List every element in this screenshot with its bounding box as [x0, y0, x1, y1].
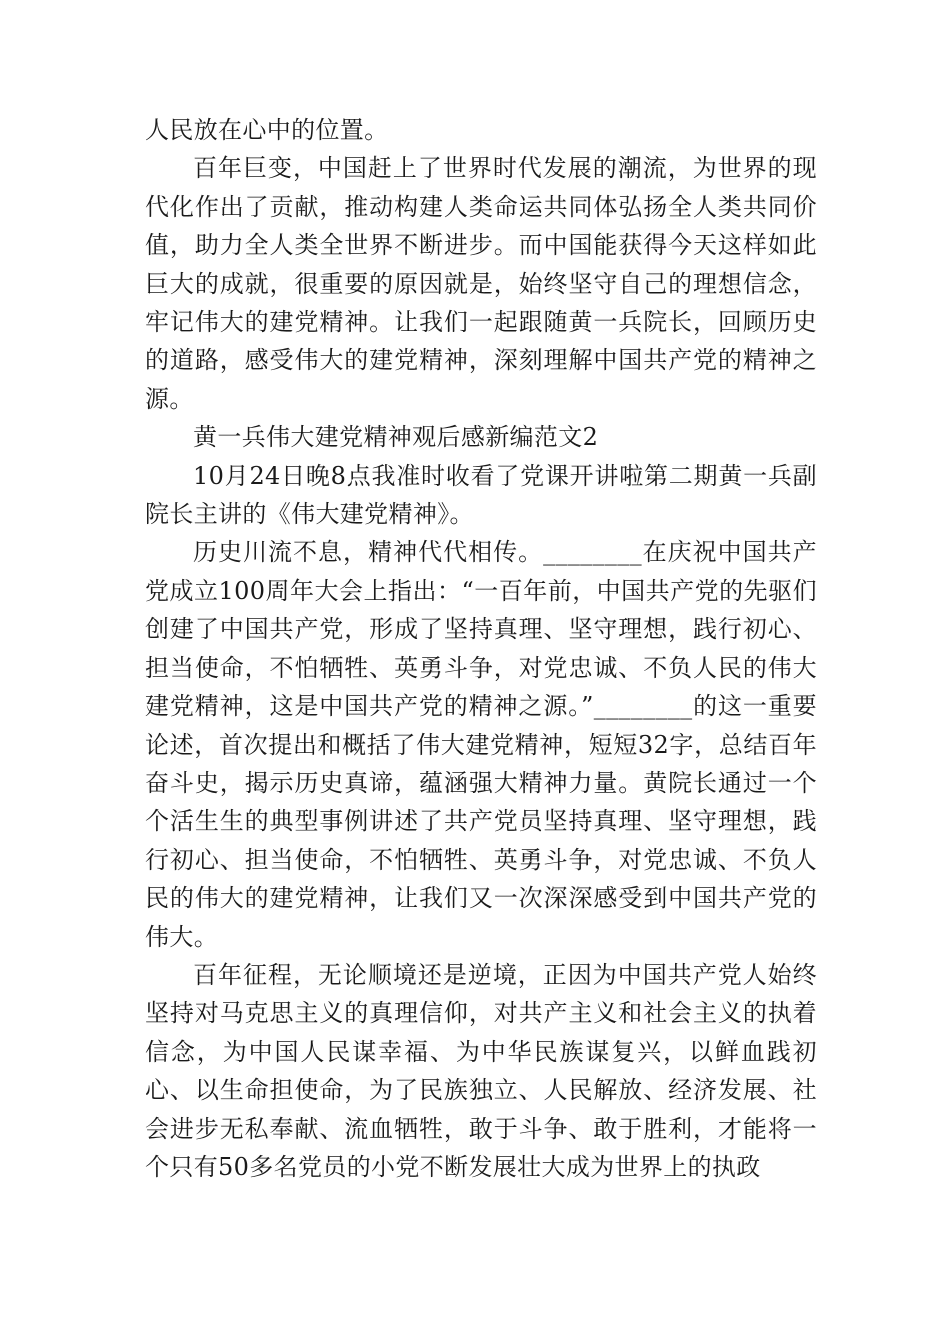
paragraph-continuation: 人民放在心中的位置。	[145, 116, 389, 144]
paragraph-century-change: 百年巨变，中国赶上了世界时代发展的潮流，为世界的现代化作出了贡献，推动构建人类命运共同体弘扬全人类共同价值，助力全人类全世界不断进步。而中国能获得今天这样如此巨大的成就，很重要的原因就是，始终坚守自己的理想信念，牢记伟大的建党精神。让我们一起跟随黄一兵院长，回顾历史的道路，感受伟大的建党精神，深刻理解中国共产党的精神之源。	[145, 154, 817, 413]
section-heading: 黄一兵伟大建党精神观后感新编范文2	[193, 423, 599, 452]
paragraph-century-journey: 百年征程，无论顺境还是逆境，正因为中国共产党人始终坚持对马克思主义的真理信仰，对共产主义和社会主义的执着信念，为中国人民谋幸福、为中华民族谋复兴，以鲜血践初心、以生命担使命，为了民族独立、人民解放、经济发展、社会进步无私奉献、流血牺牲，敢于斗争、敢于胜利，才能将一个只有50多名党员的小党不断发展壮大成为世界上的执政	[145, 960, 817, 1181]
paragraph-broadcast-date: 10月24日晚8点我准时收看了党课开讲啦第二期黄一兵副院长主讲的《伟大建党精神》。	[145, 461, 817, 529]
paragraph-history-spirit: 历史川流不息，精神代代相传。________在庆祝中国共产党成立100周年大会上指出：“一百年前，中国共产党的先驱们创建了中国共产党，形成了坚持真理、坚守理想，践行初心、担当使命，不怕牺牲、英勇斗争，对党忠诚、不负人民的伟大建党精神，这是中国共产党的精神之源。”________的这一重要论述，首次提出和概括了伟大建党精神，短短32字，总结百年奋斗史，揭示历史真谛，蕴涵强大精神力量。黄院长通过一个个活生生的典型事例讲述了共产党员坚持真理、坚守理想，践行初心、担当使命，不怕牺牲、英勇斗争，对党忠诚、不负人民的伟大的建党精神，让我们又一次深深感受到中国共产党的伟大。	[145, 538, 817, 951]
document-page	[145, 111, 817, 1186]
